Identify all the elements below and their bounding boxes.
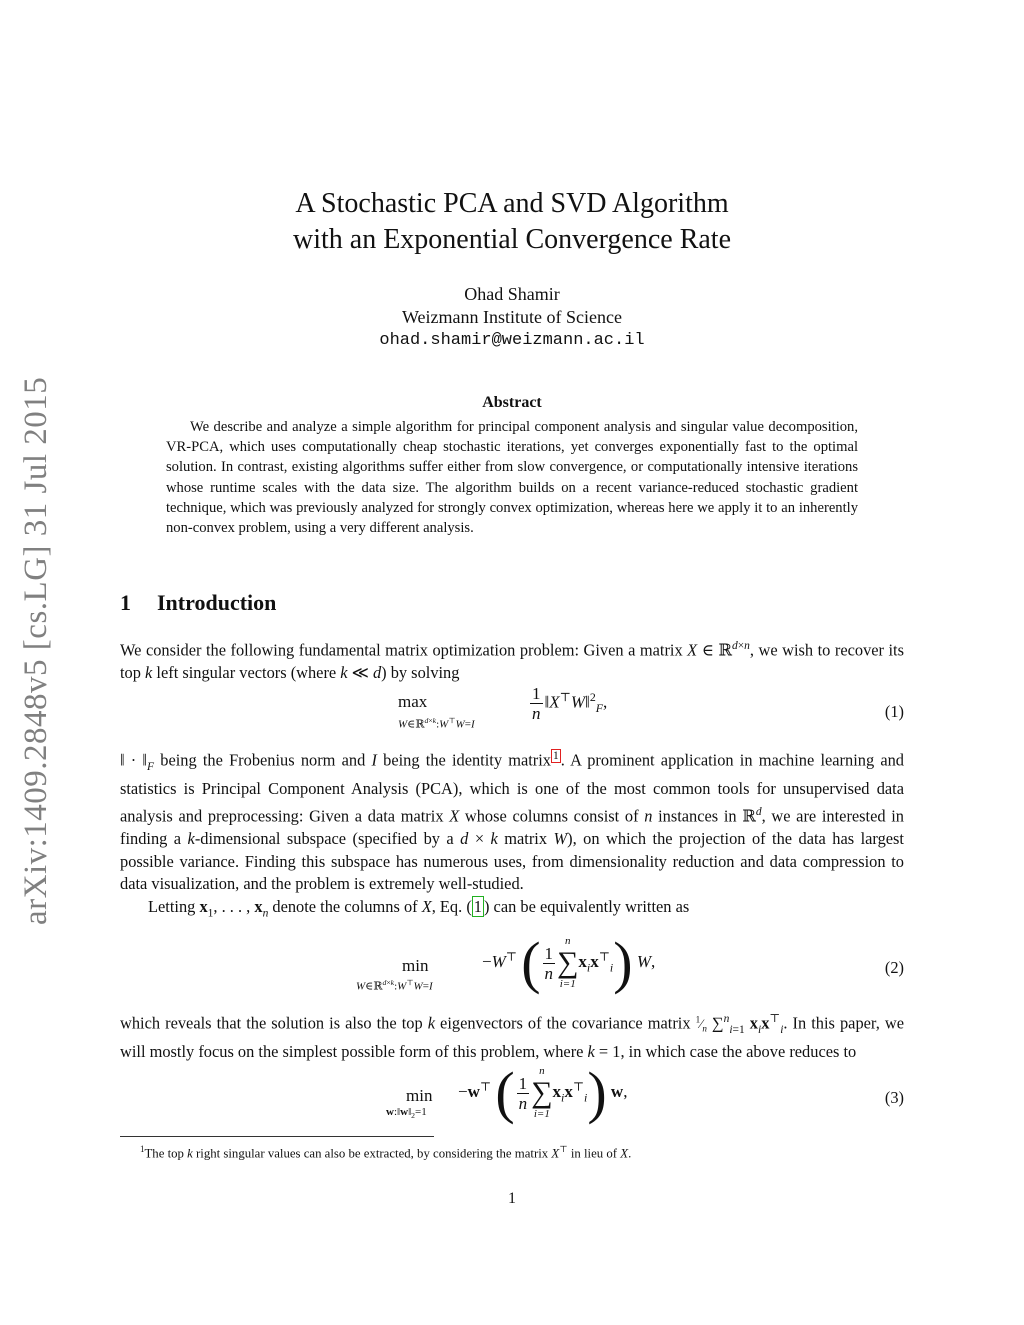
equation-1: max W∈ℝ$^{d\times k}$:W⊤W=I $\frac{1}{n}$ ‖X⊤W‖$^2_F$, (1) (398, 684, 904, 731)
equation-ref-link[interactable]: 1 (473, 896, 482, 916)
abstract-heading: Abstract (482, 394, 542, 411)
footnote: $^1$The top k right singular values can also be extracted, by considering the matrix X⊤ in lieu of X. (140, 1144, 632, 1161)
paper-title-line-1: A Stochastic PCA and SVD Algorithm (295, 188, 729, 219)
equation-3: min $w:‖w‖_2=1$ −w⊤ ( $\frac{1}{n}$ n ∑ i=1 $x_ix^⊤_i$) w, (3) (386, 1060, 904, 1125)
arxiv-stamp: arXiv:1409.2848v5 [cs.LG] 31 Jul 2015 (18, 376, 54, 925)
paragraph-covariance: which reveals that the solution is also the top k eigenvectors of the covariance matrix $^1⁄_n$ ∑$^n_{i=1}$ $x_ix^⊤_i$. In this paper, we will mostly focus on the simplest possible form of this problem, where k = 1, in which case the above reduces to (120, 1013, 904, 1062)
author-email[interactable]: ohad.shamir@weizmann.ac.il (379, 331, 645, 350)
footnote-rule (120, 1136, 434, 1137)
paragraph-pca: ‖ · $‖_F$ being the Frobenius norm and I being the identity matrix $^1$ . A prominent application in machine learning and statistics is Principal Component Analysis (PCA), which is one of the most common tools for unsupervised data analysis and preprocessing: Given a data matrix X whose columns consist of n instances in ℝ$^d$, we are interested in finding a k-dimensional subspace (specified by a d × k matrix W), on which the projection of the data has largest possible variance. Finding this subspace has numerous uses, from dimensionality reduction and data compression to data visualization, and the problem is extremely well-studied. Letting $x_1$, . . . , $x_n$ denote the columns of X, Eq. ( 1 ) can be equivalently written as (120, 750, 905, 920)
footnote-ref-link[interactable]: 1 (553, 750, 559, 762)
page-number: 1 (508, 1190, 516, 1207)
equation-2: min W∈ℝ$^{d\times k}$:W⊤W=I −W⊤ ( $\frac{1}{n}$ n ∑ i=1 $x_ix^⊤_i$) W, (2) (356, 930, 904, 995)
equation-1-number: (1) (884, 702, 904, 721)
section-number: 1 (120, 590, 131, 615)
paragraph-intro: We consider the following fundamental matrix optimization problem: Given a matrix X ∈ ℝ$^{d\times n}$, we wish to recover its top k left singular vectors (where k ≪ d) by solving (120, 640, 904, 683)
equation-2-number: (2) (884, 958, 904, 977)
author-name: Ohad Shamir (464, 284, 560, 304)
abstract-text: We describe and analyze a simple algorithm for principal component analysis and singular value decomposition, VR-PCA, which uses computationally cheap stochastic iterations, yet converges exponentially fast to the optimal solution. In contrast, existing algorithms suffer either from slow convergence, or computationally intensive iterations whose runtime scales with the data size. The algorithm builds on a recent variance-reduced stochastic gradient technique, which was previously analyzed for strongly convex optimization, whereas here we apply it to an inherently non-convex problem, using a very different analysis. (166, 419, 858, 537)
section-title: Introduction (157, 590, 277, 615)
paper-title-line-2: with an Exponential Convergence Rate (292, 224, 732, 255)
author-affiliation: Weizmann Institute of Science (402, 307, 622, 327)
section-heading (120, 590, 276, 616)
equation-3-number: (3) (884, 1088, 904, 1107)
